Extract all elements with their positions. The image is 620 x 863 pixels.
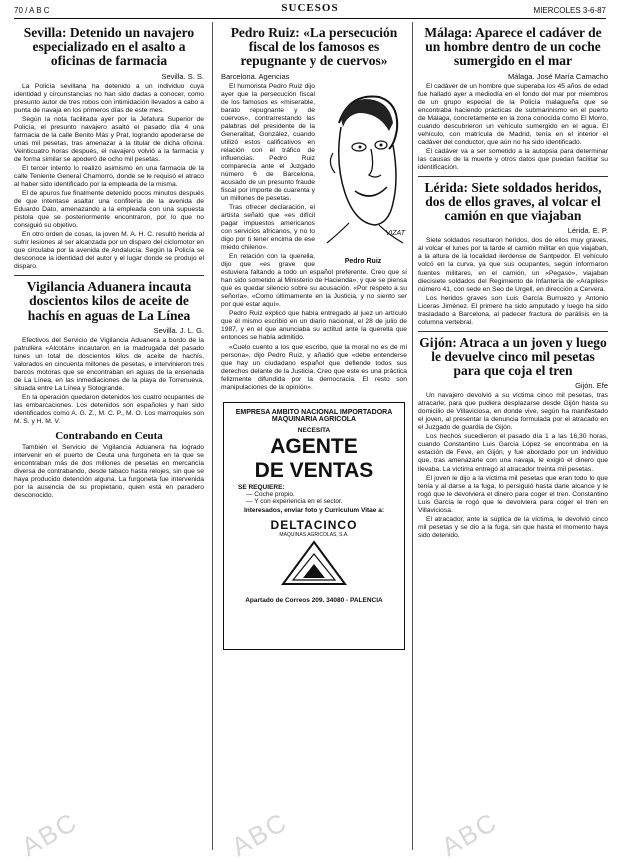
headline-sevilla: Sevilla: Detenido un navajero especializado en el asalto a oficinas de farmacia — [23, 25, 195, 69]
paragraph: Efectivos del Servicio de Vigilancia Aduanera a bordo de la patrullera «Alcotán» incautaron en la madrugada del pasado lunes un total de doscientos kilos de aceite de hachís, valorados en cincuenta millones de pesetas, e intervinieron tres barcos motoras que se encontraban en aguas de la ensenada de La Línea, en las inmediaciones de la playa de Torrenueva, situada entre La Línea y Sotogrande. — [14, 336, 204, 392]
ad-brand: DELTACINCO — [270, 518, 358, 533]
watermark: ABC — [226, 806, 293, 862]
byline: Málaga. José María Camacho — [507, 71, 608, 81]
ad-title-line2: DE VENTAS — [254, 459, 374, 483]
paragraph: Tras ofrecer declaración, el artista señaló que «es difícil pagar impuestos americanos con servicios africanos, y no lo digo por ti tener encima de ese miedo chileno». — [221, 203, 315, 252]
ad-brand-sub: MAQUINAS AGRICOLAS, S.A. — [279, 532, 349, 539]
page-date: MIERCOLES 3-6-87 — [533, 6, 606, 15]
ad-requirement: — Y con experiencia en el sector. — [246, 498, 343, 506]
caricature — [319, 83, 407, 265]
headline-vigilancia: Vigilancia Aduanera incauta doscientos kilos de aceite de hachís en aguas de La Línea — [26, 279, 192, 323]
paragraph: También el Servicio de Vigilancia Aduanera ha logrado intervenir en el puerto de Ceuta una furgoneta en la que se encontraban más de dos millones de pesetas en mercancía diversa de contrabando, desde tabaco hasta relojes, sin que se haya producido detención alguna. La furgoneta fue intervenida por la ausencia de su propietario, quien está en paradero desconocido. — [14, 444, 204, 500]
column-rule — [212, 22, 213, 850]
page-number: 70 / A B C — [14, 6, 50, 15]
job-advertisement — [223, 402, 405, 650]
paragraph: El cadáver de un hombre que superaba los 45 años de edad fue hallado ayer a mediodía en el fondo del mar por miembros de un grupo especial de la Policía malagueña que se encontraba haciendo prácticas de submarinismo en el puerto de Málaga, concretamente en la zona conocida como El Morro, cuando descubrieron un vehículo sumergido en el agua. El vehículo, con matrícula de Madrid, tenía en el interior el cadáver del conductor, que aún no ha sido identificado. — [418, 82, 608, 146]
paragraph: El de apuros fue finalmente detenido pocos minutos después de que intentase asaltar una confitería de la avenida de Eduardo Dato, amenazando a la empleada con una supuesta pistola que se posteriormente encontraron, por lo que no consiguió su objetivo. — [14, 189, 204, 230]
watermark: ABC — [16, 806, 83, 862]
headline-pedro-ruiz: Pedro Ruiz: «La persecución fiscal de los famosos es repugnante y de cuervos» — [230, 25, 398, 69]
headline-lerida: Lérida: Siete soldados heridos, dos de ellos graves, al volcar el camión en que viajaban — [424, 179, 602, 224]
byline: Sevilla. J. L. G. — [153, 325, 204, 335]
paragraph: Pedro Ruiz explicó que había entregado al juez un artículo que él mismo escribió en un diario nacional, el 28 de julio de 1987, y en el que anunciaba su actitud ante la querella que entonces se había admitido. — [221, 310, 407, 342]
paragraph: Los hechos sucedieron el pasado día 1 a las 16,30 horas, cuando Constantino Luis García López se encontraba en la estación de Feve, en Gijón, y fue abordado por un individuo que, tras amenazarle con una navaja, le exigió el dinero que llevaba. La víctima entregó al atracador treinta mil pesetas. — [418, 433, 608, 473]
ad-requirement: — Coche propio. — [246, 491, 295, 499]
ad-title-line1: AGENTE — [270, 435, 358, 459]
headline-gijon: Gijón: Atraca a un joven y luego le devuelve cinco mil pesetas para que coja el tren — [419, 334, 607, 379]
caricature-drawing — [319, 83, 407, 253]
subheadline-ceuta: Contrabando en Ceuta — [55, 430, 163, 443]
column-center — [221, 22, 407, 850]
ad-interested: Interesados, enviar foto y Curriculum Vitae a: — [243, 507, 385, 515]
paragraph: El cadáver va a ser sometido a la autopsia para determinar las causas de la muerte y otros datos que puedan facilitar su identificación. — [418, 147, 608, 171]
column-rule — [412, 22, 413, 850]
ad-requires: SE REQUIERE: — [238, 484, 285, 492]
paragraph: En la operación quedaron detenidos los cuatro ocupantes de las embarcaciones. Los detenidos son españoles y han sido identificados como A. G. Z., M. C. P., M. O. Los marroquíes son M. S. y H. M. V. — [14, 393, 204, 426]
byline: Sevilla. S. S. — [161, 71, 204, 81]
headline-malaga: Málaga: Aparece el cadáver de un hombre dentro de un coche sumergido en el mar — [424, 25, 602, 69]
divider — [418, 331, 608, 332]
paragraph: El tercer intento lo realizó asimismo en una farmacia de la calle Teniente General Chamorro, donde se le requisó el atraco al haber sido identificado por la empleada de la misma. — [14, 164, 204, 188]
ad-address: Apartado de Correos 209. 34080 - PALENCIA — [245, 597, 383, 605]
ad-company: EMPRESA AMBITO NACIONAL IMPORTADORA MAQUINARIA AGRICOLA — [235, 408, 393, 424]
paragraph: El atracador, ante la súplica de la víctima, le devolvió cinco mil pesetas y se dio a la fuga, sin que hasta el momento haya sido detenido. — [418, 515, 608, 539]
paragraph: «Cuelo cuento a los que escribo, que la moral no es de mi persona», dijo Pedro Ruiz, y añadió que «debe entenderse que hay un ciudadano español que defiende todos sus derechos delante de la Justicia. Creo que este es una práctica felizmente difundida por la democracia. El resto son manipulaciones de la opinión». — [221, 343, 407, 391]
byline: Barcelona. Agencias — [221, 71, 290, 81]
paragraph: En otro orden de cosas, la joven M. A. H. C. resultó herida al sufrir lesiones al ser alcanzada por un disparo del ciclomotor en que circulaba por la avenida de Andalucía. Según la Policía se desconoce la identidad del autor y el lugar donde se produjo el disparo. — [14, 231, 204, 271]
paragraph: Los heridos graves son Luis García Burruezo y Antonio Liceras Jiménez. El primero ha sido amputado y luego ha sido trasladado a Barcelona, al padecer fractura de parálisis en la columna vertebral. — [418, 294, 608, 326]
paragraph: Un navajero devolvió a su víctima cinco mil pesetas, tras atracarle, para que pudiera desplazarse desde Gijón hasta su domicilio de Villaviciosa, en donde vive, según ha manifestado el joven, al presentar la denuncia formulada por el atracado en el Juzgado de guardia de Gijón. — [418, 392, 608, 432]
paragraph: Según la nota facilitada ayer por la Jefatura Superior de Policía, el presunto navajero asaltó el pasado día 4 una farmacia de la calle Benito Más y Prat, logrando apoderarse de unas mil pesetas, tras amenazar a la titular de dicha oficina. Veinticuatro horas después, el navajero volvió a la farmacia y de forma similar se apoderó de ocho mil pesetas. — [14, 115, 204, 163]
ad-logo — [228, 518, 400, 593]
divider — [14, 275, 204, 276]
paragraph: La Policía sevillana ha detenido a un individuo cuya identidad y circunstancias no han sido dadas a conocer, como presunto autor de tres robos con intimidación llevados a cabo a punta de navaja en los primeros días de este mes. — [14, 82, 204, 114]
column-right — [418, 22, 608, 850]
divider — [418, 176, 608, 177]
ad-needs: NECESITA — [297, 427, 331, 435]
byline: Lérida. E. P. — [567, 226, 608, 236]
byline: Gijón. Efe — [575, 381, 608, 391]
paragraph: Siete soldados resultaron heridos, dos de ellos muy graves, al volcar el lunes por la tarde el camión militar en que viajaban, a la altura de la localidad ilerdense de Santpedor. El vehículo volcó en la curva, ya que sus ocupantes, según informaron fuentes militares, en el camión, un «Pegaso», viajaban diecisiete soldados del Regimiento de Infantería de «Arapiles» número 41, con sede en Seo de Urgell, en dirección a Cervera. — [418, 237, 608, 293]
section-title: SUCESOS — [281, 2, 339, 14]
watermark: ABC — [436, 806, 503, 862]
cartoonist-signature: VIZAT — [385, 229, 405, 237]
paragraph: En relación con la querella, dijo que «es grave que estuviera faltando a todo un español preferente. Creo que sí han sido sometido al Ministerio de Hacienda», y que se piensa que es quedar silencio sobre su acusación. «Por respeto a su señoría», «Como últimamente en la Justicia, y no siento ser por que estar aquí». — [221, 253, 407, 309]
column-left — [14, 22, 204, 850]
page-header — [14, 2, 606, 19]
caricature-caption: Pedro Ruiz — [344, 257, 382, 265]
paragraph: El humorista Pedro Ruiz dijo ayer que la persecución fiscal de los famosos es «miserable, barato repugnante y de cuervos», contrarrestando las palabras del presidente de la Generalitat, González, cuando utilizó estos calificativos en relación con el tráfico de influencias. Pedro Ruiz comparecía ante el Juzgado número 6 de Barcelona, acusado de un presunto fraude fiscal por importe de cuarenta y un millones de pesetas. — [221, 82, 315, 202]
delta-logo-icon — [279, 538, 349, 588]
paragraph: El joven le dijo a la víctima mil pesetas que eran todo lo que tenía y al darse a la fuga, lo persiguió hasta darle alcance y le rogó que le devolviera el dinero para coger el tren. Constantino Luis García le rogó que le devolviera para coger el tren en Villaviciosa. — [418, 474, 608, 514]
